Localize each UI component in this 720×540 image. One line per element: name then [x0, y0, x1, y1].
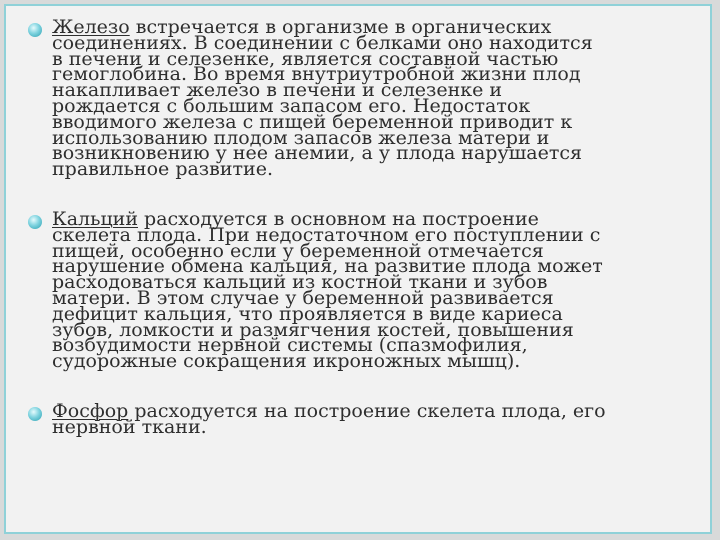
keyword-phosphorus: Фосфор: [52, 399, 129, 422]
bullet-line: Железо встречается в организме в органических: [52, 16, 552, 38]
bullet-iron: [22, 16, 702, 181]
keyword-iron: Железо: [52, 16, 130, 38]
bullet-line: накапливает железо в печени и селезенке и: [52, 79, 503, 102]
bullet-line: возникновению у нее анемии, а у плода нарушается: [52, 142, 583, 165]
slide: [4, 4, 712, 534]
bullet-line: правильное развитие.: [52, 158, 273, 181]
bullet-calcium: [22, 207, 702, 373]
bullet-line: использованию плодом запасов железа матери и: [52, 126, 550, 149]
bullet-line: нервной ткани.: [52, 415, 207, 438]
bullet-line: нарушение обмена кальция, на развитие плода может: [52, 255, 603, 278]
bullet-phosphorus: [22, 399, 702, 438]
bullet-line: Фосфор расходуется на построение скелета плода, его: [52, 399, 606, 422]
bullet-line: расходоваться кальций из костной ткани и зубов: [52, 271, 548, 294]
bullet-line: Кальций расходуется в основном на построение: [52, 207, 539, 230]
bullet-line: скелета плода. При недостаточном его поступлении с: [52, 223, 601, 246]
bullet-disc-icon: [28, 407, 42, 421]
bullet-list: [22, 16, 702, 436]
bullet-disc-icon: [28, 23, 42, 37]
bullet-line: гемоглобина. Во время внутриутробной жизни плод: [52, 63, 581, 86]
keyword-calcium: Кальций: [52, 207, 138, 230]
bullet-line: судорожные сокращения икроножных мышц).: [52, 350, 521, 373]
bullet-iron-text: [52, 16, 702, 181]
bullet-line: дефицит кальция, что проявляется в виде кариеса: [52, 302, 563, 325]
bullet-line: в печени и селезенке, является составной частью: [52, 47, 559, 70]
bullet-line: рождается с большим запасом его. Недостаток: [52, 94, 531, 117]
bullet-phosphorus-text: [52, 399, 702, 438]
bullet-disc-icon: [28, 215, 42, 229]
bullet-line: зубов, ломкости и размягчения костей, повышения: [52, 318, 574, 341]
bullet-line: возбудимости нервной системы (спазмофилия,: [52, 334, 528, 357]
bullet-line: пищей, особенно если у беременной отмечается: [52, 239, 544, 262]
bullet-line: вводимого железа с пищей беременной приводит к: [52, 110, 573, 133]
bullet-line: соединениях. В соединении с белками оно находится: [52, 31, 593, 54]
bullet-line: матери. В этом случае у беременной развивается: [52, 286, 554, 309]
bullet-calcium-text: [52, 207, 702, 373]
